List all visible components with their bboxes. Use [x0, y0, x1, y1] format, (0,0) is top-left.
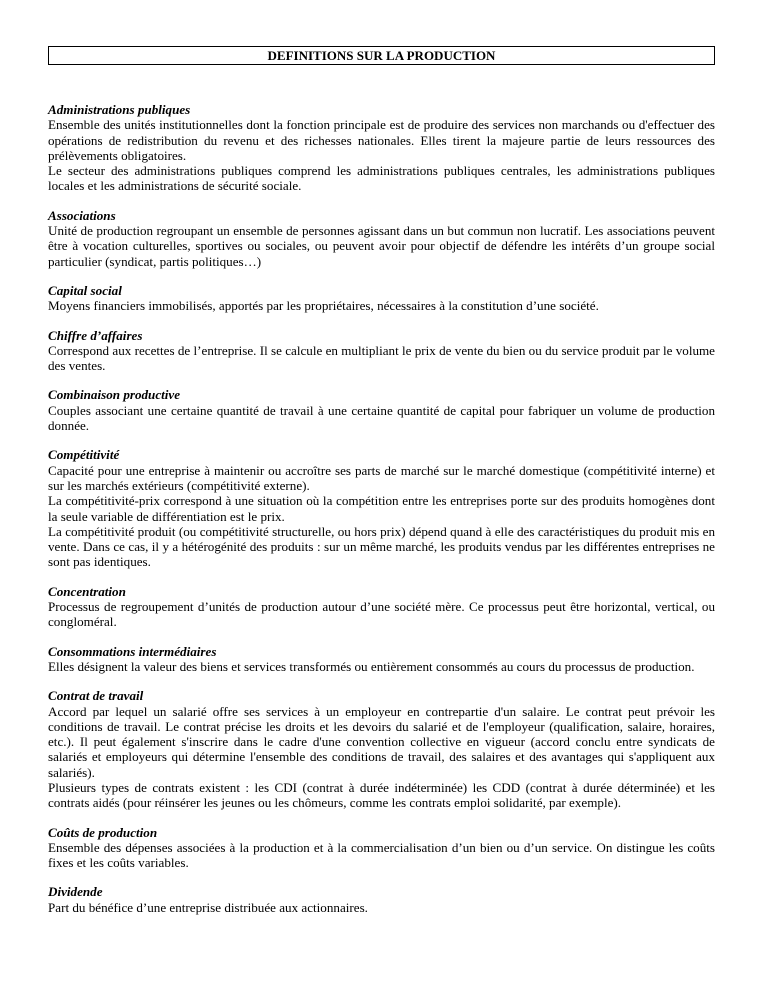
definition-term: Concentration	[48, 583, 126, 599]
definition-text: Part du bénéfice d’une entreprise distribuée aux actionnaires.	[48, 899, 368, 915]
definition-entry	[48, 688, 715, 810]
definition-text: Accord par lequel un salarié offre ses services à un employeur en contrepartie d'un salaire. Le contrat peut prévoir les conditions de travail. Le contrat précise les droits et les devoirs du salarié et de l'employeur (qualification, salaire, horaires, etc.). Il peut également s'inscrire dans le cadre d'une convention collective en vigueur (accord conclu entre syndicats de salariés et employeurs qui détermine l'ensemble des conditions de travail, des salaires et des avantages qui s'appliquent aux salariés).	[48, 703, 715, 780]
definition-text: La compétitivité produit (ou compétitivité structurelle, ou hors prix) dépend quand à elle des caractéristiques du produit mis en vente. Dans ce cas, il y a hétérogénité des produits : sur un même marché, les produits vendus par les différentes entreprises ne sont pas identiques.	[48, 523, 715, 570]
definition-entry	[48, 644, 715, 675]
definition-entry	[48, 884, 715, 915]
definition-term: Consommations intermédiaires	[48, 643, 217, 659]
definition-text: Capacité pour une entreprise à maintenir ou accroître ses parts de marché sur le marché domestique (compétitivité interne) et sur les marchés extérieurs (compétitivité externe).	[48, 462, 715, 493]
definition-entry	[48, 328, 715, 374]
definition-entry	[48, 825, 715, 871]
definition-text: Moyens financiers immobilisés, apportés par les propriétaires, nécessaires à la constitution d’une société.	[48, 298, 599, 314]
definition-term: Coûts de production	[48, 824, 158, 840]
definition-text: La compétitivité-prix correspond à une situation où la compétition entre les entreprises porte sur des produits homogènes dont la seule variable de différentiation est le prix.	[48, 493, 715, 524]
document-title: DEFINITIONS SUR LA PRODUCTION	[48, 46, 715, 65]
definition-text: Ensemble des dépenses associées à la production et à la commercialisation d’un bien ou d’un service. On distingue les coûts fixes et les coûts variables.	[48, 839, 715, 871]
definitions-list	[48, 102, 715, 915]
definition-term: Administrations publiques	[48, 102, 191, 117]
definition-text: Unité de production regroupant un ensemble de personnes agissant dans un but commun non lucratif. Les associations peuvent être à vocation culturelles, sportives ou sociales, ou peuvent avoir pour objectif de défendre les intérêts d’un groupe social particulier (syndicat, partis politiques…)	[48, 223, 715, 269]
definition-entry	[48, 387, 715, 433]
definition-term: Chiffre d’affaires	[48, 327, 143, 343]
definition-text: Elles désignent la valeur des biens et services transformés ou entièrement consommés au cours du processus de production.	[48, 658, 695, 674]
definition-term: Capital social	[48, 282, 122, 298]
definition-text: Ensemble des unités institutionnelles dont la fonction principale est de produire des services non marchands ou d'effectuer des opérations de redistribution du revenu et des richesses nationales. Elles tirent la majeure partie de leurs ressources des prélèvements obligatoires.	[48, 117, 715, 163]
definition-term: Associations	[48, 207, 116, 223]
document-page	[48, 46, 715, 929]
definition-text: Le secteur des administrations publiques comprend les administrations publiques centrales, les administrations publiques locales et les administrations de sécurité sociale.	[48, 163, 715, 194]
definition-entry	[48, 584, 715, 630]
definition-term: Compétitivité	[48, 447, 120, 463]
definition-text: Correspond aux recettes de l’entreprise. Il se calcule en multipliant le prix de vente du bien ou du service produit par le volume des ventes.	[48, 342, 715, 374]
definition-entry	[48, 102, 715, 194]
definition-term: Contrat de travail	[48, 688, 144, 704]
definition-text: Couples associant une certaine quantité de travail à une certaine quantité de capital pour fabriquer un volume de production donnée.	[48, 402, 715, 434]
definition-entry	[48, 208, 715, 269]
definition-entry	[48, 283, 715, 314]
definition-text: Plusieurs types de contrats existent : les CDI (contrat à durée indéterminée) les CDD (contrat à durée déterminée) et les contrats aidés (pour réinsérer les jeunes ou les chômeurs, comme les contrats emploi solidarité, par exemple).	[48, 779, 715, 811]
definition-text: Processus de regroupement d’unités de production autour d’une société mère. Ce processus peut être horizontal, vertical, ou congloméral.	[48, 599, 715, 630]
definition-term: Combinaison productive	[48, 387, 181, 403]
definition-term: Dividende	[48, 884, 103, 900]
definition-entry	[48, 447, 715, 569]
